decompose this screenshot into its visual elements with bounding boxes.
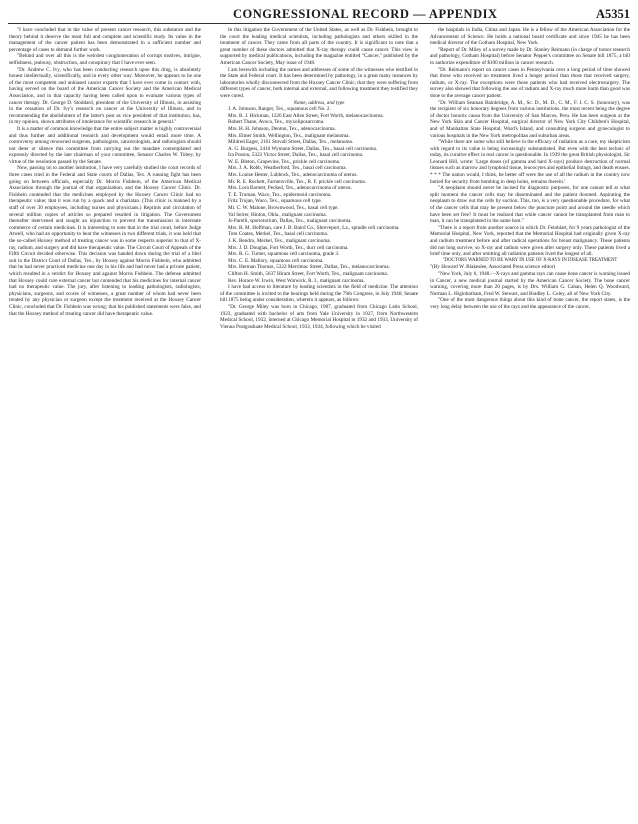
paragraph: "Dr. George Miley was born in Chicago, 1907, graduated from Chicago Latin School, 1923, graduated with bachelor of arts from Yale University in 1927, from Northwestern Medical School, 1932, interned at Chicago Memorial Hospital in 1932 and 1933, University of Vienna Postgraduate Medical School, 1933, 1934, following which he visited bbox=[220, 303, 418, 330]
paragraph: "Behind and over all this is the weirdest conglomeration of corrupt motives, intrigue, selfishness, jealousy, obstruction, and conspiracy that I have ever seen. bbox=[9, 53, 201, 66]
paragraph: Robert Thane, Avoca, Tex., myxoliposarcoma. bbox=[228, 119, 325, 126]
paragraph: Jo Parelli, sportotorium, Dallas, Tex., malignant carcinoma. bbox=[228, 218, 352, 225]
paragraph: Fritz Trojan, Waco, Tex., squamous cell type. bbox=[228, 198, 322, 205]
paragraph: the hospitals in India, China and Japan. He is a fellow of the American Association for the Advancement of Science. He holds a national board certificate and since 1945 he has been medical director of the Gotham Hospital, New York. bbox=[430, 27, 630, 47]
paragraph: "New York, July 6, 1948.—X-rays and gamma rays can cause bone cancer is warning issued in Cancer, a new medical journal started by the American Cancer Society. The bone cancer warning, covering more than 20 pages, is by Drs. William G. Cahan, Helen Q. Woodward, Norman L. Higinbotham, Fred W. Stewart, and Bradley L. Coley, all of New York City. bbox=[430, 270, 630, 297]
paragraph: I have had access to literature by leading scientists in the field of medicine. The attention of the committee is invited to the hearings held during the 79th Congress, in July 1946; Senate bill 1875 being under consideration, wherein it appears, as follows: bbox=[220, 284, 418, 304]
paragraph: Mrs. H. H. Johnson, Denton, Tex., adenocarcinoma. bbox=[228, 125, 336, 132]
paragraph: "There is a report from another source in which Dr. Feinblatt, for 9 years pathologist of the Memorial Hospital, New York, reported that the Memorial Hospital had originally given X-ray and radium treatment before and after radical operations for breast malignancy. These patients did not long survive, so X-ray and radium were given after surgery only. These patients lived a brief time only, and after omitting all radiation patients lived the longest of all. bbox=[430, 224, 630, 258]
paragraph: It is a matter of common knowledge that the entire subject matter is highly controversial and thus further and additional research and development would entail more time. A controversy among renowned surgeons, pathologists, cancerologists, and radiologists should not deter or silence this committee from carrying out the mandate contemplated and expressly directed by the late chairman of your committee, Senator Charles W. Tobey, by virtue of the resolution passed by the Senate. bbox=[9, 125, 201, 165]
paragraph: "One of the most dangerous things about this kind of bone cancer, the report states, is the very long delay between the use of the rays and the appearance of the cancer. bbox=[430, 297, 630, 310]
byline: "(By Howard W. Blakeslee, Associated Press science editor) bbox=[430, 264, 556, 271]
paragraph: Rev. Horace W. Irwin, West Warwick, R. I., malignant carcinoma. bbox=[228, 277, 365, 284]
paragraph: Mrs. R. M. Hoffman, care J. B. Baird Co., Shreveport, La., spindle cell carcinoma. bbox=[228, 224, 400, 231]
paragraph: Clifton H. Smith, 5637 Hiram Street, Fort Worth, Tex., malignant carcinoma. bbox=[228, 270, 388, 277]
paragraph: I am herewith including the names and addresses of some of the witnesses who testified in the State and Federal court. It has been determined by pathology, in a great many instances by laboratories wholly disconnected from the Hoxsey Cancer Clinic, that they were suffering from different types of cancer, both internal and external, and following treatment they testified they were cured. bbox=[220, 66, 418, 99]
paragraph: "A neoplasm should never be incised for diagnostic purposes, for one cannot tell at what split moment the cancer cells may be disseminated and the patient doomed. Aspirating the neoplasm to draw out the cells by suction. This, too, is a very questionable procedure, for what of the cancer cells that may be present below the puncture point and around the needle which have been set free? It must be realized that while cancer cannot be transplanted from man to man, it can be transplanted in the same host." bbox=[430, 185, 630, 225]
paragraph: W. E. Bleton, Grapevine, Tex., prickle cell carcinoma. bbox=[228, 158, 341, 165]
list-subheading: Name, address, and type bbox=[293, 99, 345, 106]
paragraph: J. K. Rendro, Merkel, Tex., malignant carcinoma. bbox=[228, 238, 331, 244]
paragraph: Mrs. C. E. Mallory, squamous cell carcinoma. bbox=[228, 257, 324, 264]
column-right bbox=[430, 27, 630, 819]
paragraph: Mrs. Elmer Smith, Wellington, Tex., malignant melanoma. bbox=[228, 132, 350, 139]
paragraph: Mrs. Lora Barnett, Pecked, Tex., adenocarcinoma of uterus. bbox=[228, 185, 352, 192]
paragraph: Tom Coates, Merkel, Tex., basal cell carcinoma. bbox=[228, 231, 329, 238]
paragraph: Mrs. J. D. Douglas, Fort Worth, Tex., duct cell carcinoma. bbox=[228, 244, 349, 251]
paragraph: Mrs. J. A. Robb, Weatherford, Tex., basal cell carcinoma. bbox=[228, 165, 347, 172]
paragraph: "Report of Dr. Miley of a survey made by Dr. Stanley Reimann (in charge of tumor research and pathology, Gotham Hospital) before Senator Pepper's committee on Senate bill 1875, a bill to authorize expenditure of $100 million in cancer research. bbox=[430, 46, 630, 66]
page-header bbox=[8, 5, 630, 24]
paragraph: Now, passing on to another institution, I have very carefully studied the court records of three cases tried in the Federal and State courts of Dallas, Tex. A running fight has been going on between officials, especially Dr. Morris Fishbein, of the American Medical Association through the journal of that organization, and the Hoxsey Cancer Clinic. Dr. Fishbein contended that the medicines employed by the Hoxsey Cancer Clinic had no therapeutic value; that it was run by a quack and a charlatan. (This clinic is manned by a staff of over 30 employees, including nurses and physicians.) Reprints and circulation of several million copies of articles so prepared resulted in litigation. The Government thereafter intervened and sought an injunction to prevent the transmission in interstate commerce of certain medicines. It is interesting to note that in the trial court, before Judge Atwell, who had an opportunity to hear the witnesses in two different trials, it was held that the so-called Hoxsey method of treating cancer was in some respects superior to that of X-ray, radium, and surgery and did have therapeutic value. The Circuit Court of Appeals of the Fifth Circuit decided otherwise. This decision was handed down during the trial of a libel suit in the District Court of Dallas, Tex., by Hoxsey against Morris Fishbein, who admitted that he had never practiced medicine one day in his life and had never had a private patient, which resulted in a verdict for Hoxsey and against Morris Fishbein. The defense admitted that Hoxsey could cure external cancer but contended that his medicines for internal cancer had no therapeutic value. The jury, after listening to leading pathologists, radiologists, physicians, surgeons, and scores of witnesses, a great number of whom had never been treated by any physician or surgeon except the treatment received at the Hoxsey Cancer Clinic, concluded that Dr. Fishbein was wrong; that his published statements were false, and that the Hoxsey method of treating cancer did have therapeutic value. bbox=[9, 165, 201, 317]
publication-title: CONGRESSIONAL RECORD — APPENDIX bbox=[233, 7, 498, 21]
paragraph: Mr. R. E. Rockett, Farmersville, Tex., R. F. prickle cell carcinoma. bbox=[228, 178, 367, 185]
page-number: A5351 bbox=[595, 7, 630, 21]
paragraph: Mr. C. W. Malone, Brownwood, Tex., basal cell type. bbox=[228, 205, 339, 212]
paragraph: "Dr. Andrew C. Ivy, who has been conducting research upon this drug, is absolutely honest intellectually, scientifically, and in every other way. Moreover, he appears to be one of the most competent and unbiased cancer experts that I have ever come in contact with, having served on the board of the American Cancer Society and the American Medical Association, and in that capacity having been called upon to evaluate various types of cancer therapy. Dr. George D. Stoddard, president of the University of Illinois, in assisting in the cessation of Dr. Ivy's research on cancer at the University of Illinois, and in recommending the abolishment of the latter's post as vice president of that institution, has, in my opinion, shown attributes of intolerance for scientific research in general." bbox=[9, 66, 201, 126]
paragraph: "While there are some who still believe in the efficacy of radiation as a cure, my skepticism with regard to its value is being increasingly substantiated. But even with the best technic of today, its curative effect in real cancer is questionable. In 1939 the great British physiologist, Sir Leonard Hill, wrote: 'Large doses (of gamma and hard X-rays) produce destruction of normal tissues such as marrow and lymphoid tissue, leucocytes and epithelial linings, and death ensues. * * * The nation would, I think, be better off were the use of all the radium in the country now buried for security from bombing in deep holes, remains therein.' bbox=[430, 139, 630, 185]
paragraph: A. G. Burgess, 2416 Wymann Street, Dallas, Tex., basal cell carcinoma. bbox=[228, 145, 378, 152]
paragraph: Mrs. R. J. Hickman, 1226 East Allen Street, Fort Worth, melanocarcinoma. bbox=[228, 112, 384, 119]
paragraph: Mrs. R. G. Turner, squamous cell carcinoma, grade 3. bbox=[228, 251, 340, 258]
paragraph: "I have concluded that in the value of present cancer research, this substance and the theory behind it deserve the most full and complete and scientific study. Its value in the management of the cancer patient has been demonstrated in a sufficient number and percentage of cases to demand further work. bbox=[9, 27, 201, 53]
paragraph: "Dr. William Seaman Bainbridge, A. M., Sc. D., M. D., C. M., F. I. C. S. (honorary), was the recipient of six honorary degrees from various institutions, the most recent being the degree of doctor honoris causa from the University of San Marcos, Peru. He has been surgeon at the New York Skin and Cancer Hospital, surgical director of New York City Children's Hospital, and of Manhattan State Hospital, Ward's Island, and consulting surgeon and gynecologist to various hospitals in the New York metropolitan and suburban areas. bbox=[430, 99, 630, 139]
article-heading: "DOCTORS WARNED TO BE WARY IN USE OF X-RAYS IN DISEASE TREATMENT bbox=[442, 257, 618, 263]
paragraph: Val Seirer, Hinton, Okla., malignant carcinoma. bbox=[228, 211, 327, 218]
paragraph: T. E. Truman, Waco, Tex., epidermoid carcinoma. bbox=[228, 191, 332, 198]
column-middle bbox=[220, 27, 418, 819]
paragraph: J. A. Johnson, Ranger, Tex., squamous cell No. 2. bbox=[228, 106, 331, 113]
paragraph: Mildred Eager, 2161 Stovall Street, Dallas, Tex., melanoma. bbox=[228, 139, 354, 146]
paragraph: Ira Poston, 5322 Victor Street, Dallas, Tex., basal cell carcinoma. bbox=[228, 152, 364, 159]
paragraph: Mrs. Louise Hester, Lubbock, Tex., adenocarcinoma of uterus. bbox=[228, 172, 358, 179]
paragraph: "Dr. Reimann's report on cancer cases in Pennsylvania over a long period of time showed that those who received no treatment lived a longer period than those that received surgery, radium, or X-ray. The exceptions were those patients who had received electrosurgery. The survey also showed that following the use of radium and X-ray much more harm than good was done to the average cancer patient. bbox=[430, 66, 630, 99]
paragraph: Mrs. Herman Thomas, 5322 Merrimac Street, Dallas, Tex., melanocarcinoma. bbox=[228, 264, 390, 271]
paragraph: In this litigation the Government of the United States, as well as Dr. Fishbein, brought to the court the leading medical scientists, including pathologists and others skilled in the treatment of cancer. They came from all parts of the country. It is significant to note that a great number of these doctors admitted that X-ray therapy could cause cancer. This view is supported by medical publications, including the magazine entitled "Cancer," published by the American Cancer Society, May issue of 1948. bbox=[220, 27, 418, 66]
column-left bbox=[9, 27, 201, 819]
